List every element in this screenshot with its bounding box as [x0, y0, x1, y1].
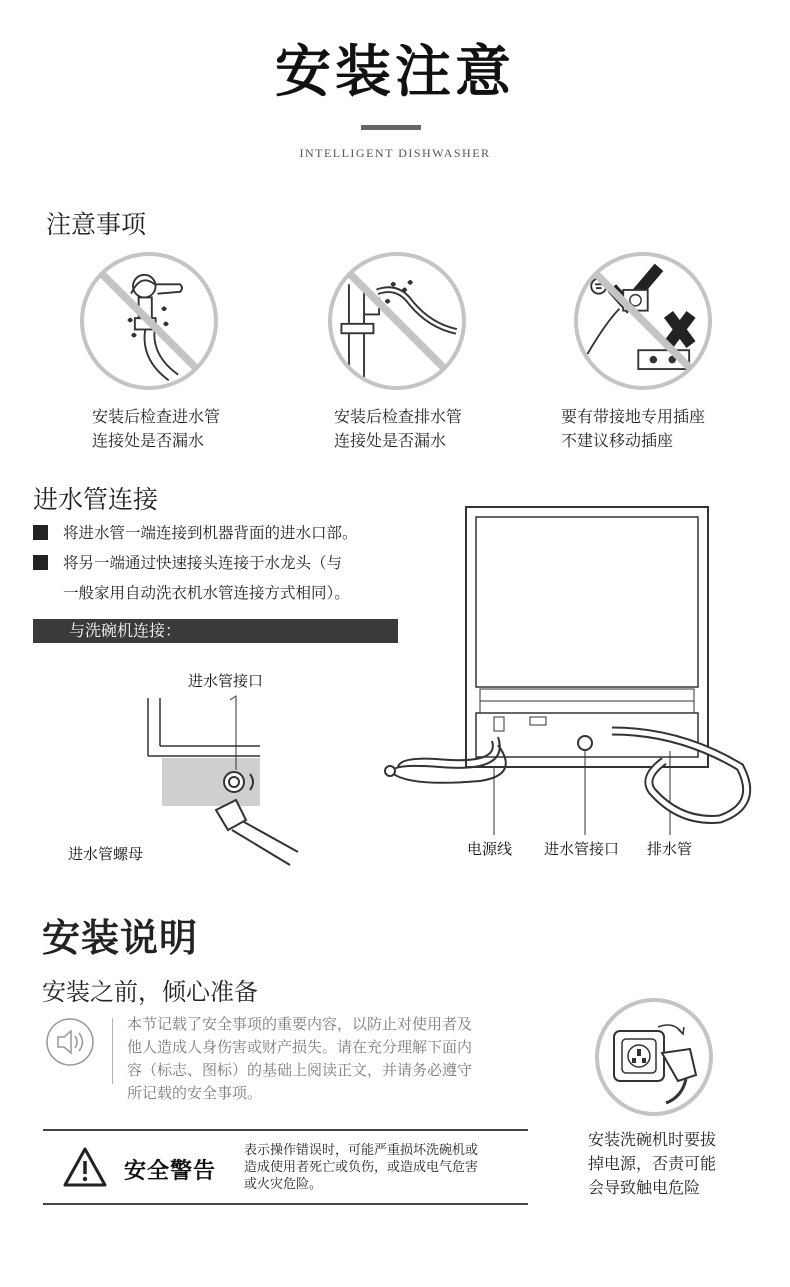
- label-drain-pipe: 排水管: [647, 840, 693, 858]
- bullet-marker: [33, 555, 48, 570]
- safety-notice-text: 本节记载了安全事项的重要内容，以防止对使用者及 他人造成人身伤害或财产损失。请在充分理解下面内 容（标志、图标）的基础上阅读正文，并请务必遵守 所记载的安全事项。: [127, 1015, 473, 1102]
- label-power-cord: 电源线: [467, 840, 513, 858]
- bullet-text-1: 将进水管一端连接到机器背面的进水口部。: [63, 524, 358, 542]
- speaker-icon: [44, 1016, 96, 1068]
- dishwasher-back-diagram: [380, 505, 760, 835]
- connect-bar: 与洗碗机连接：: [33, 619, 398, 643]
- note-caption-2: 安装后检查排水管 连接处是否漏水: [334, 407, 463, 450]
- faucet-leak-icon: [80, 252, 218, 390]
- bullet-text-2-cont: 一般家用自动洗衣机水管连接方式相同）。: [63, 584, 350, 602]
- notes-heading: 注意事项: [46, 210, 147, 239]
- warning-title: 安全警告: [124, 1159, 217, 1184]
- page-title: 安装注意: [275, 40, 515, 105]
- title-underline: [361, 125, 421, 130]
- grounded-socket-icon: [574, 252, 712, 390]
- unplug-caption: 安装洗碗机时要拔 掉电源，否责可能 会导致触电危险: [588, 1130, 717, 1197]
- prep-title: 安装之前，倾心准备: [42, 978, 258, 1006]
- inlet-heading: 进水管连接: [33, 485, 159, 514]
- page-subtitle: INTELLIGENT DISHWASHER: [299, 146, 491, 160]
- label-inlet-nut: 进水管螺母: [68, 845, 144, 863]
- label-back-inlet-port: 进水管接口: [544, 840, 620, 858]
- notice-divider: [112, 1018, 113, 1084]
- bullet-marker: [33, 525, 48, 540]
- inlet-closeup-diagram: [140, 690, 300, 870]
- warning-text: 表示操作错误时，可能严重损坏洗碗机或 造成使用者死亡或负伤，或造成电气危害 或火灾危险。: [244, 1143, 479, 1192]
- label-inlet-port: 进水管接口: [188, 672, 264, 690]
- unplug-icon: [594, 997, 714, 1117]
- note-caption-3: 要有带接地专用插座 不建议移动插座: [561, 407, 706, 450]
- warning-triangle-icon: [62, 1146, 108, 1188]
- note-caption-1: 安装后检查进水管 连接处是否漏水: [92, 407, 221, 450]
- drain-pipe-leak-icon: [328, 252, 466, 390]
- bullet-text-2: 将另一端通过快速接头连接于水龙头（与: [63, 554, 343, 572]
- install-title: 安装说明: [42, 916, 199, 960]
